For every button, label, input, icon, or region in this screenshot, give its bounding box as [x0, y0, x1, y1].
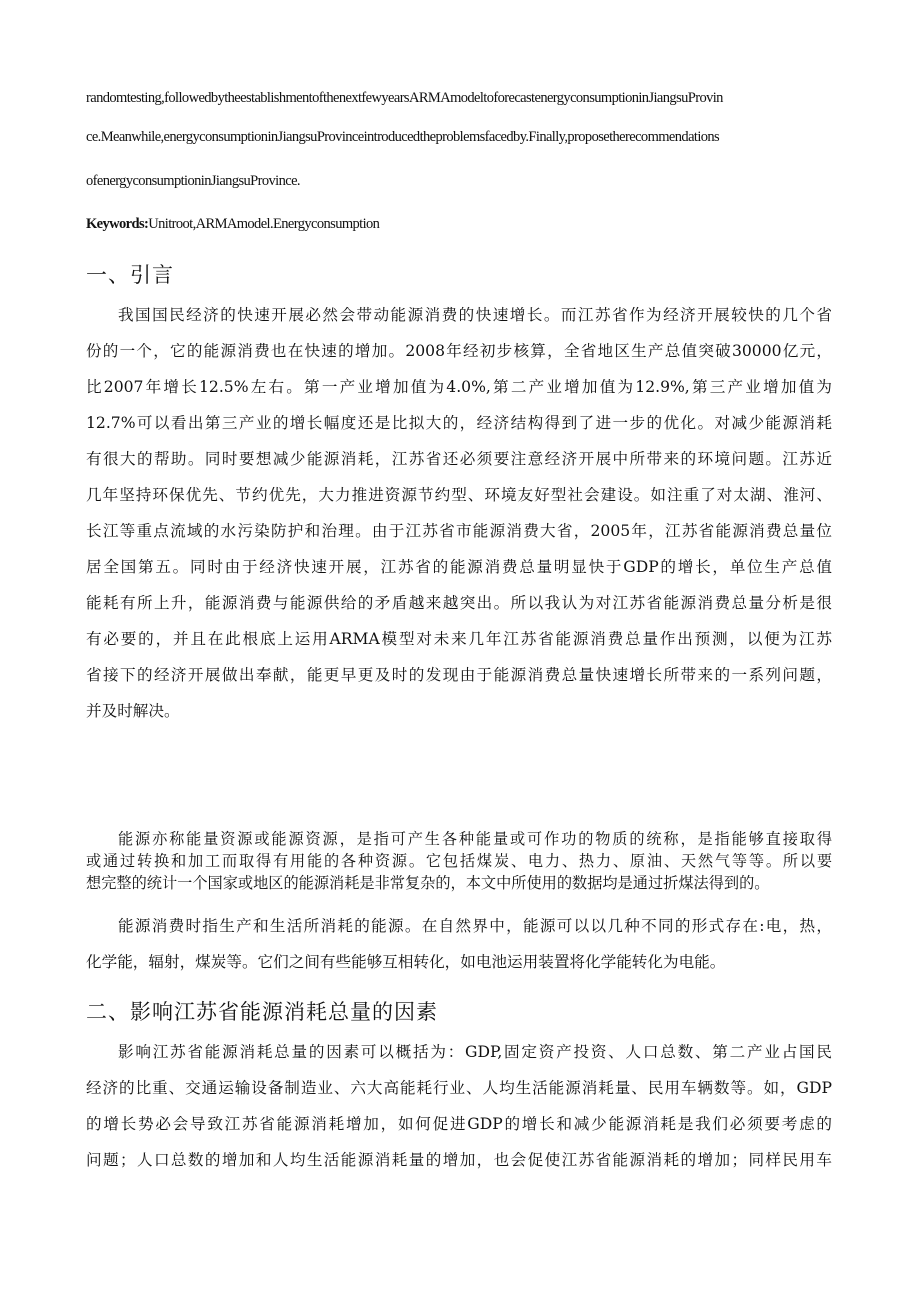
- paragraph-line: 居全国第五。同时由于经济快速开展，江苏省的能源消费总量明显快于GDP的增长，单位生产总值: [86, 558, 832, 576]
- section-heading-factors: 二、影响江苏省能源消耗总量的因素: [86, 1000, 438, 1024]
- paragraph-line: 能耗有所上升，能源消费与能源供给的矛盾越来越突出。所以我认为对江苏省能源消费总量分析是很: [86, 594, 832, 612]
- paragraph-line: 经济的比重、交通运输设备制造业、六大高能耗行业、人均生活能源消耗量、民用车辆数等。如，GDP: [86, 1079, 832, 1097]
- paragraph-line: 份的一个，它的能源消费也在快速的增加。2008年经初步核算，全省地区生产总值突破30000亿元，: [86, 342, 832, 360]
- paragraph-line: 问题；人口总数的增加和人均生活能源消耗量的增加，也会促使江苏省能源消耗的增加；同样民用车: [86, 1151, 832, 1169]
- paragraph-line: 有必要的，并且在此根底上运用ARMA模型对未来几年江苏省能源消费总量作出预测，以便为江苏: [86, 630, 832, 648]
- section-heading-introduction: 一、引言: [86, 263, 174, 287]
- paragraph-line: 的增长势必会导致江苏省能源消耗增加，如何促进GDP的增长和减少能源消耗是我们必须要考虑的: [86, 1115, 832, 1133]
- intro-paragraph-2: [86, 828, 832, 894]
- keywords-label: Keywords:: [86, 216, 149, 232]
- factors-paragraph-1: [86, 1034, 832, 1178]
- paragraph-line: 化学能，辐射，煤炭等。它们之间有些能够互相转化，如电池运用装置将化学能转化为电能。: [86, 953, 726, 971]
- intro-paragraph-1: [86, 297, 832, 729]
- paragraph-line: 并及时解决。: [86, 702, 180, 720]
- paragraph-line: 比2007年增长12.5%左右。第一产业增加值为4.0%,第二产业增加值为12.9%,第三产业增加值为: [86, 378, 832, 396]
- paragraph-line: 12.7%可以看出第三产业的增长幅度还是比拟大的，经济结构得到了进一步的优化。对减少能源消耗: [86, 414, 832, 432]
- abstract-line-3: ofenergyconsumptioninJiangsuProvince.: [86, 173, 300, 189]
- paragraph-line: 或通过转换和加工而取得有用能的各种资源。它包括煤炭、电力、热力、原油、天然气等等。所以要: [86, 852, 832, 870]
- paragraph-line: 有很大的帮助。同时要想减少能源消耗，江苏省还必须要注意经济开展中所带来的环境问题。江苏近: [86, 450, 832, 468]
- paragraph-line: 我国国民经济的快速开展必然会带动能源消费的快速增长。而江苏省作为经济开展较快的几个省: [118, 306, 832, 324]
- paragraph-line: 长江等重点流域的水污染防护和治理。由于江苏省市能源消费大省，2005年，江苏省能源消费总量位: [86, 522, 832, 540]
- paragraph-line: 能源消费时指生产和生活所消耗的能源。在自然界中，能源可以以几种不同的形式存在:电，热，: [118, 917, 832, 935]
- abstract-line-1: randomtesting,followedbytheestablishmentofthenextfewyearsARMAmodeltoforecastenergyconsumptioninJiangsuProvin: [86, 90, 723, 106]
- keywords-text: Unitroot,ARMAmodel.Energyconsumption: [148, 216, 380, 232]
- paragraph-line: 能源亦称能量资源或能源资源，是指可产生各种能量或可作功的物质的统称，是指能够直接取得: [118, 830, 832, 848]
- paragraph-line: 影响江苏省能源消耗总量的因素可以概括为：GDP,固定资产投资、人口总数、第二产业占国民: [118, 1043, 832, 1061]
- paragraph-line: 想完整的统计一个国家或地区的能源消耗是非常复杂的，本文中所使用的数据均是通过折煤法得到的。: [86, 874, 770, 892]
- paragraph-line: 省接下的经济开展做出奉献，能更早更及时的发现由于能源消费总量快速增长所带来的一系列问题，: [86, 666, 832, 684]
- abstract-line-2: ce.Meanwhile,energyconsumptioninJiangsuProvinceintroducedtheproblemsfacedby.Finally,proposetherecommendations: [86, 129, 720, 145]
- paragraph-line: 几年坚持环保优先、节约优先，大力推进资源节约型、环境友好型社会建设。如注重了对太湖、淮河、: [86, 486, 832, 504]
- keywords-line: [86, 216, 832, 233]
- intro-paragraph-3: [86, 908, 832, 980]
